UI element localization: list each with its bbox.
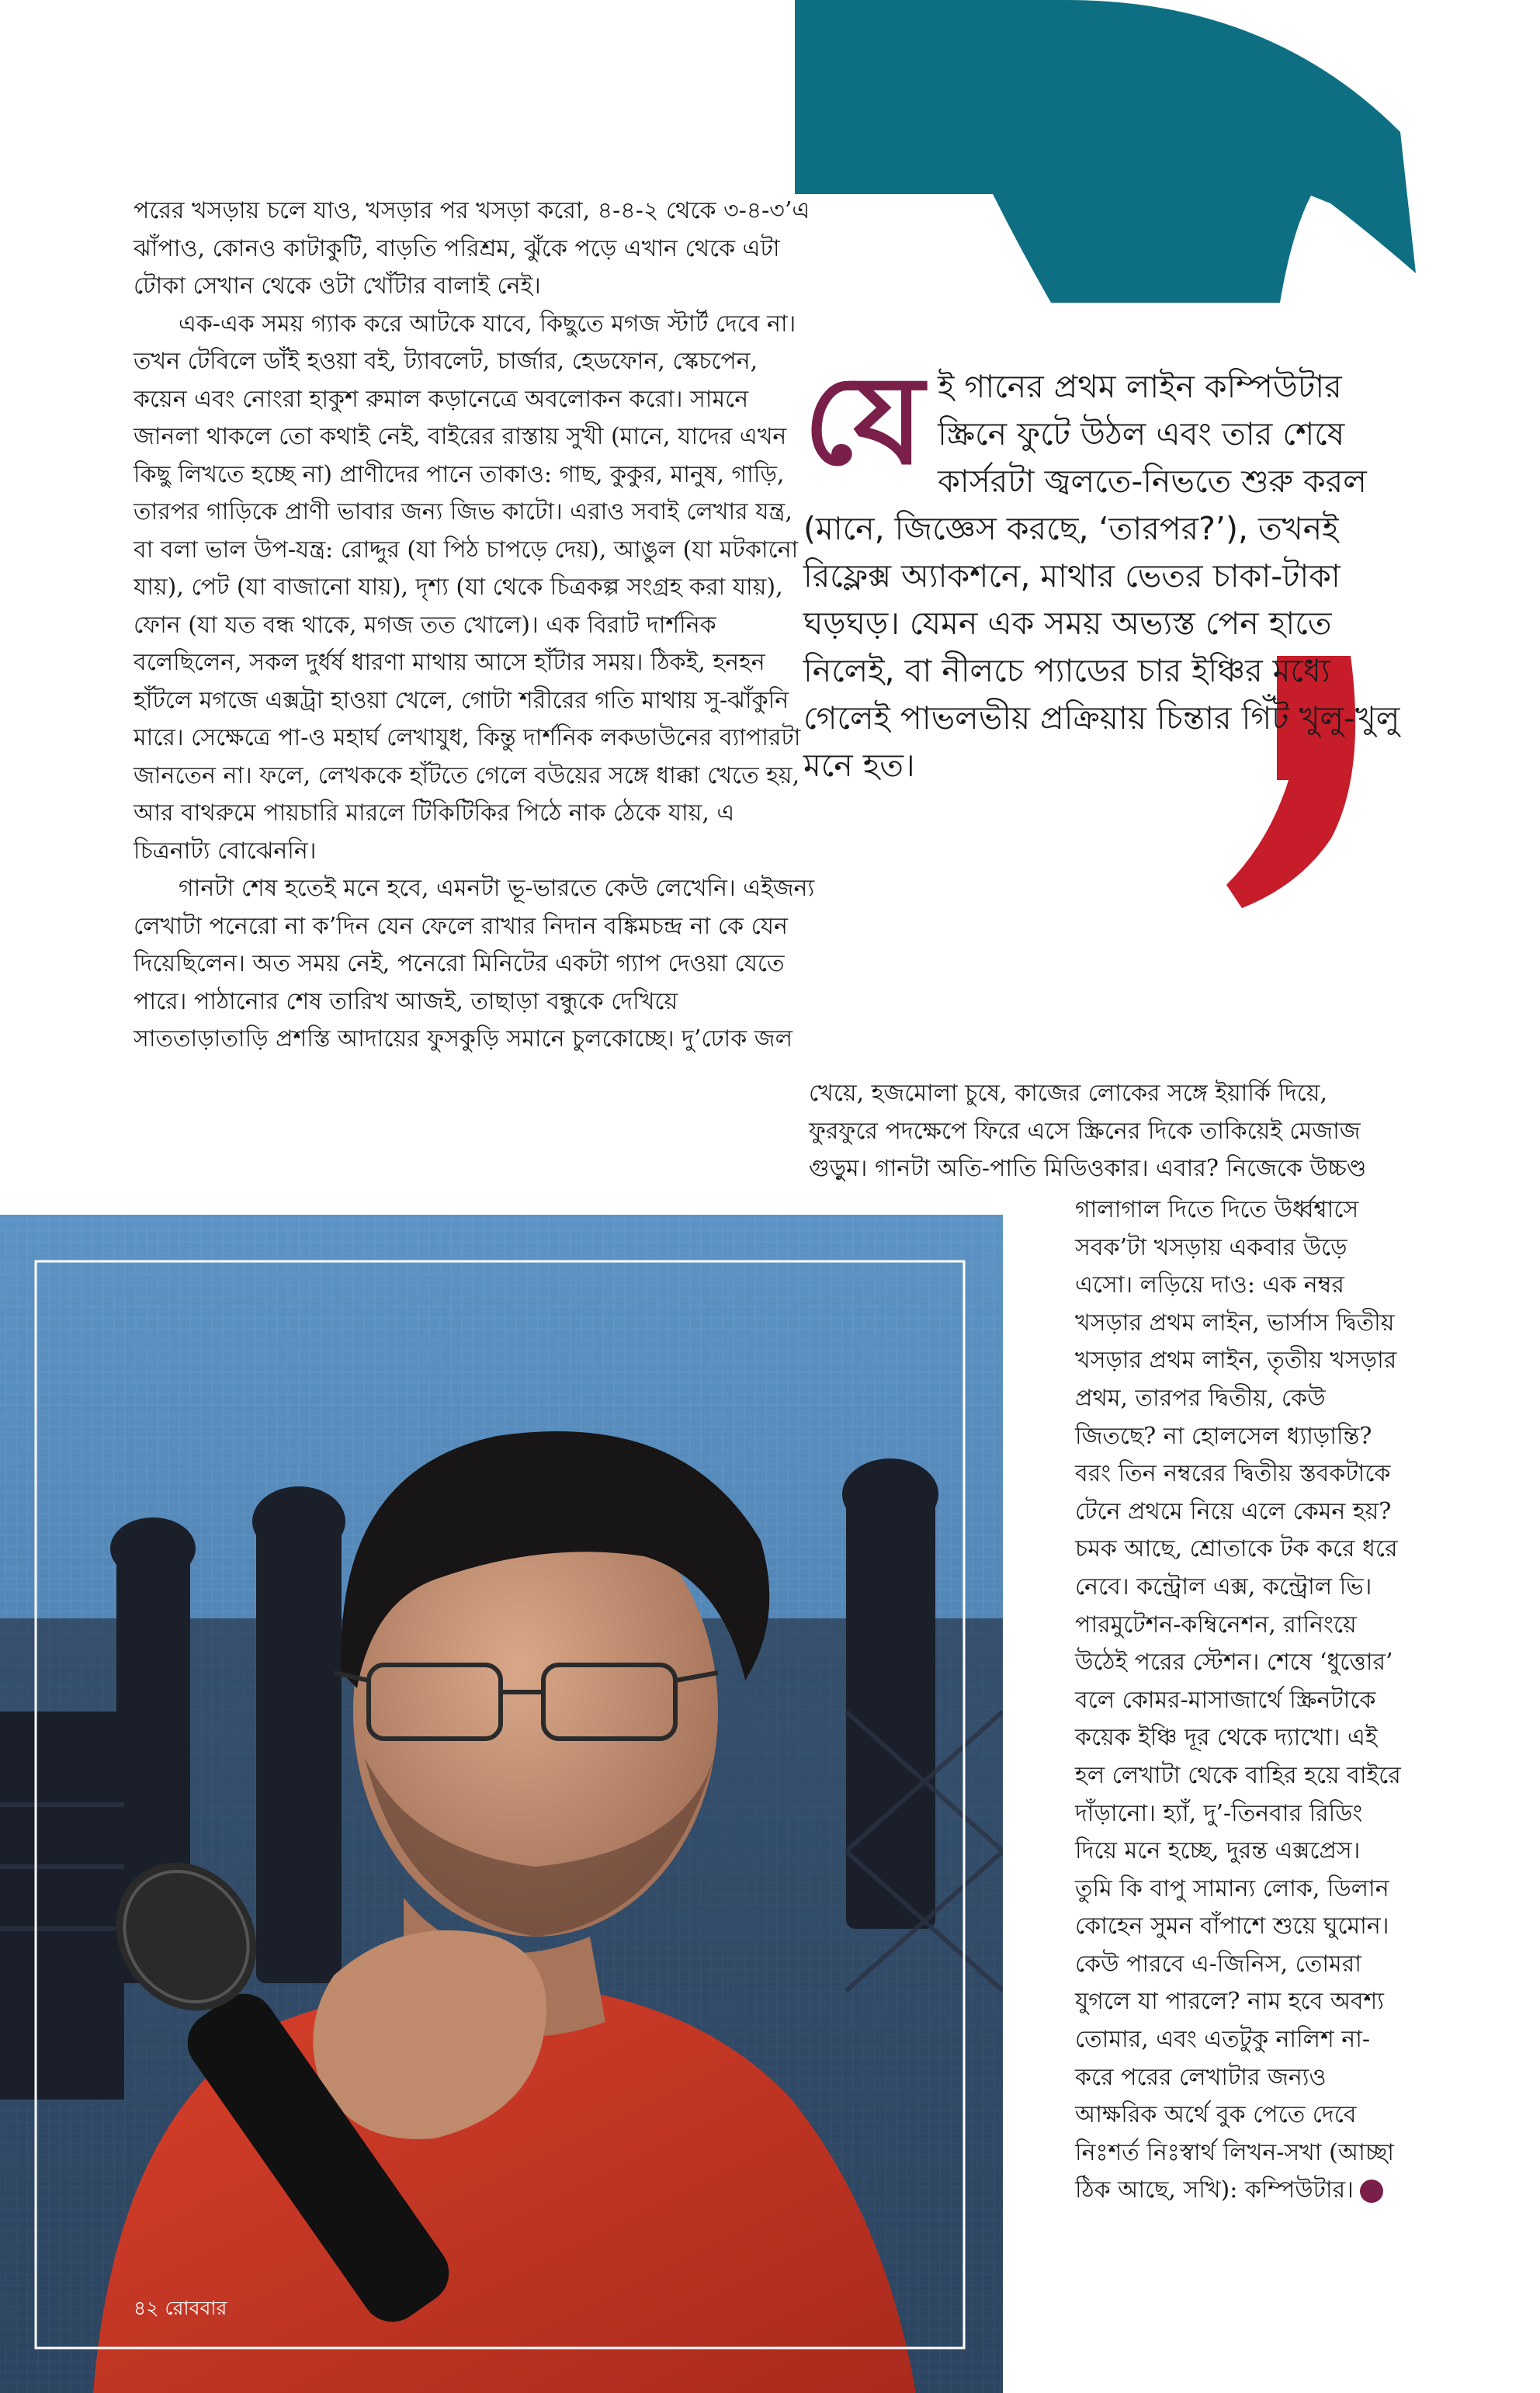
paragraph: পরের খসড়ায় চলে যাও, খসড়ার পর খসড়া করো, ৪-৪-২ থেকে ৩-৪-৩’এ ঝাঁপাও, কোনও কাটাকুটি, বাড়তি পরিশ্রম, ঝুঁকে পড়ে এখান থেকে এটা টোকা সেখান থেকে ওটা খোঁটার বালাই নেই। [134,197,810,300]
pull-quote [803,349,1405,789]
paragraph-text: গালাগাল দিতে দিতে উর্ধ্বশ্বাসে সবক’টা খসড়ায় একবার উড়ে এসো। লড়িয়ে দাও: এক নম্বর খসড়ার প্রথম লাইন, ভার্সাস দ্বিতীয় খসড়ার প্রথম লাইন, তৃতীয় খসড়ার প্রথম, তারপর দ্বিতীয়, কেউ জিতছে? না হোলসেল ধ্যাড়ান্তি? বরং তিন নম্বরের দ্বিতীয় স্তবকটাকে টেনে প্রথমে নিয়ে এলে কেমন হয়? চমক আছে, শ্রোতাকে টক করে ধরে নেবে। কন্ট্রোল এক্স, কন্ট্রোল ভি। পারমুটেশন-কম্বিনেশন, রানিংয়ে উঠেই পরের স্টেশন। শেষে ‘ধুত্তোর’ বলে কোমর-মাসাজার্থে স্ক্রিনটাকে কয়েক ইঞ্চি দূর থেকে দ্যাখো। এই হল লেখাটা থেকে বাহির হয়ে বাইরে দাঁড়ানো। হ্যাঁ, দু’-তিনবার রিডিং দিয়ে মনে হচ্ছে, দুরন্ত এক্সপ্রেস। তুমি কি বাপু সামান্য লোক, ডিলান কোহেন সুমন বাঁপাশে শুয়ে ঘুমোন। কেউ পারবে এ-জিনিস, তোমরা যুগলে যা পারলে? নাম হবে অবশ্য তোমার, এবং এতটুকু নালিশ না-করে পরের লেখাটার জন্যও আক্ষরিক অর্থে বুক পেতে দেবে নিঃশর্ত নিঃস্বার্থ লিখন-সখা (আচ্ছা ঠিক আছে, সখি): কম্পিউটার। [1075,1196,1401,2204]
paragraph: এক-এক সময় গ্যাক করে আটকে যাবে, কিছুতে মগজ স্টার্ট দেবে না। তখন টেবিলে ডাঁই হওয়া বই, ট্যাবলেট, চার্জার, হেডফোন, স্কেচপেন, কয়েন এবং নোংরা হাকুশ রুমাল কড়ানেত্রে অবলোকন করো। সামনে জানলা থাকলে তো কথাই নেই, বাইরের রাস্তায় সুখী (মানে, যাদের এখন কিছু লিখতে হচ্ছে না) প্রাণীদের পানে তাকাও: গাছ, কুকুর, মানুষ, গাড়ি, তারপর গাড়িকে প্রাণী ভাবার জন্য জিভ কাটো। এরাও সবাই লেখার যন্ত্র, বা বলা ভাল উপ-যন্ত্র: রোদ্দুর (যা পিঠ চাপড়ে দেয়), আঙুল (যা মটকানো যায়), পেট (যা বাজানো যায়), দৃশ্য (যা থেকে চিত্রকল্প সংগ্রহ করা যায়), ফোন (যা যত বন্ধ থাকে, মগজ তত খোলে)। এক বিরাট দার্শনিক বলেছিলেন, সকল দুর্ধর্ষ ধারণা মাথায় আসে হাঁটার সময়। ঠিকই, হনহন হাঁটলে মগজে এক্সট্রা হাওয়া খেলে, গোটা শরীরের গতি মাথায় সু-ঝাঁকুনি মারে। সেক্ষেত্রে পা-ও মহার্ঘ লেখাযুধ, কিন্তু দার্শনিক লকডাউনের ব্যাপারটা জানতেন না। ফলে, লেখককে হাঁটতে গেলে বউয়ের সঙ্গে ধাক্কা খেতে হয়, আর বাথরুমে পায়চারি মারলে টিকিটিকির পিঠে নাক ঠেকে যায়, এ চিত্রনাট্য বোঝেননি। [134,310,801,865]
paragraph: গানটা শেষ হতেই মনে হবে, এমনটা ভূ-ভারতে কেউ লেখেনি। এইজন্য লেখাটা পনেরো না ক’দিন যেন ফেলে রাখার নিদান বঙ্কিমচন্দ্র না কে যেন দিয়েছিলেন। অত সময় নেই, পনেরো মিনিটের একটা গ্যাপ দেওয়া যেতে পারে। পাঠানোর শেষ তারিখ আজই, তাছাড়া বন্ধুকে দেখিয়ে সাততাড়াতাড়ি প্রশস্তি আদায়ের ফুসকুড়ি সমানে চুলকোচ্ছে। দু’ঢোক জল [134,875,815,1053]
pull-quote-text: ই গানের প্রথম লাইন কম্পিউটার স্ক্রিনে ফুটে উঠল এবং তার শেষে কার্সরটা জ্বলতে-নিভতে শুরু করল (মানে, জিজ্ঞেস করছে, ‘তারপর?’), তখনই রিফ্লেক্স অ্যাকশনে, মাথার ভেতর চাকা-টাকা ঘড়ঘড়। যেমন এক সময় অভ্যস্ত পেন হাতে নিলেই, বা নীলচে প্যাডের চার ইঞ্চির মধ্যে গেলেই পাভলভীয় প্রক্রিয়ায় চিন্তার গিঁট খুলু-খুলু মনে হত। [803,368,1400,784]
photo-man-with-microphone [0,1215,1003,2393]
drop-cap: যে [803,349,924,492]
body-column-left [134,192,817,1059]
body-column-right [1075,1191,1401,2210]
body-column-continuation [809,1075,1395,1188]
paragraph [1075,1191,1401,2210]
teal-quote-mark [795,0,1416,303]
paragraph: খেয়ে, হজমোলা চুষে, কাজের লোকের সঙ্গে ইয়ার্কি দিয়ে, ফুরফুরে পদক্ষেপে ফিরে এসে স্ক্রিনের দিকে তাকিয়েই মেজাজ গুড়ুম। গানটা অতি-পাতি মিডিওকার। এবার? নিজেকে উচ্চণ্ড [809,1080,1367,1182]
page-folio: ৪২ রোববার [134,2297,227,2319]
end-mark-icon [1360,2180,1383,2203]
